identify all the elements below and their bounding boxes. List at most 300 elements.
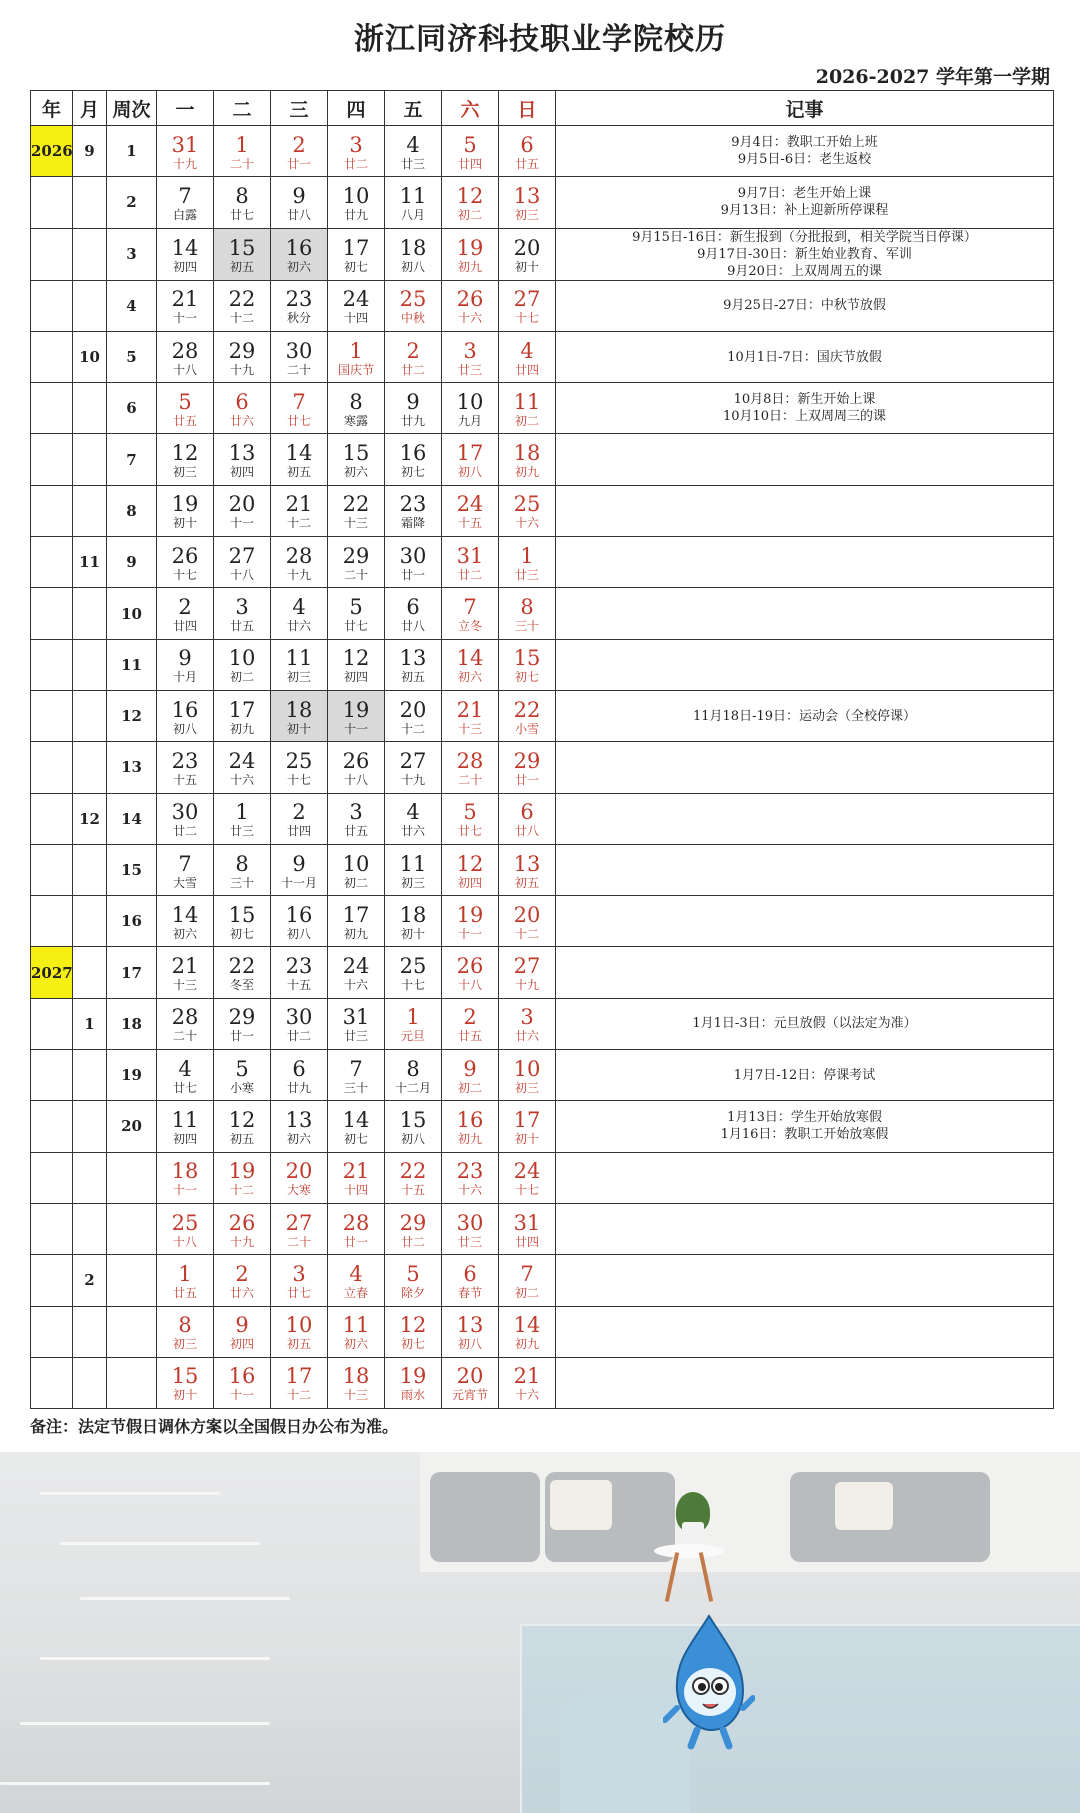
week-row: [31, 485, 1054, 536]
day-number: 27: [399, 748, 427, 773]
week-number-cell: [107, 1306, 157, 1357]
lunar-date: 初六: [343, 465, 368, 480]
day-cell: [214, 1152, 271, 1203]
day-cell: [499, 126, 556, 177]
week-row: [31, 228, 1054, 280]
day-number: 26: [342, 748, 370, 773]
year-cell: [31, 639, 73, 690]
notes-cell: [556, 588, 1054, 639]
lunar-date: 十七: [400, 978, 425, 993]
day-cell: [385, 331, 442, 382]
day-number: 3: [235, 595, 249, 620]
lunar-date: 廿二: [400, 1234, 425, 1249]
lunar-date: 初十: [514, 259, 539, 274]
month-cell: [73, 280, 107, 331]
day-number: 7: [349, 1056, 363, 1081]
lunar-date: 初十: [400, 926, 425, 941]
month-cell: [73, 1306, 107, 1357]
month-cell: [73, 844, 107, 895]
floor-line: [20, 1722, 270, 1725]
lunar-date: 廿三: [457, 1234, 482, 1249]
lunar-date: 立春: [343, 1285, 368, 1300]
floor-line: [80, 1597, 290, 1600]
day-cell: [328, 639, 385, 690]
floor-line: [0, 1782, 270, 1785]
day-cell: [271, 947, 328, 998]
lunar-date: 初四: [229, 465, 254, 480]
day-number: 20: [513, 902, 541, 927]
day-number: 4: [349, 1261, 363, 1286]
day-number: 11: [399, 851, 427, 876]
month-cell: [73, 1050, 107, 1101]
note-line: 9月15日-16日：新生报到（分批报到，相关学院当日停课）: [632, 229, 977, 245]
day-number: 9: [178, 646, 192, 671]
lunar-date: 大寒: [286, 1183, 311, 1198]
day-number: 1: [178, 1261, 192, 1286]
day-cell: [328, 844, 385, 895]
day-cell: [442, 331, 499, 382]
lunar-date: 初三: [172, 1337, 197, 1352]
lunar-date: 三十: [514, 619, 539, 634]
header-wed: 三: [271, 91, 328, 126]
lunar-date: 初三: [400, 875, 425, 890]
lunar-date: 初九: [514, 1337, 539, 1352]
day-number: 6: [406, 595, 420, 620]
day-cell: [271, 126, 328, 177]
week-number-cell: 6: [107, 383, 157, 434]
lunar-date: 廿六: [514, 1029, 539, 1044]
day-cell: [157, 485, 214, 536]
day-cell: [385, 1255, 442, 1306]
lunar-date: 初二: [229, 670, 254, 685]
day-cell: [271, 639, 328, 690]
day-number: 31: [513, 1210, 541, 1235]
lunar-date: 雨水: [400, 1388, 425, 1403]
day-number: 12: [456, 183, 484, 208]
lunar-date: 十月: [172, 670, 197, 685]
day-cell: [328, 126, 385, 177]
note-line: 9月4日：教职工开始上班: [731, 135, 878, 151]
day-cell: [442, 793, 499, 844]
day-cell: [385, 793, 442, 844]
day-number: 1: [235, 800, 249, 825]
day-cell: [328, 1203, 385, 1254]
day-cell: [214, 434, 271, 485]
day-number: 4: [178, 1056, 192, 1081]
note-line: 10月1日-7日：国庆节放假: [727, 349, 882, 365]
day-number: 7: [520, 1261, 534, 1286]
day-number: 2: [292, 132, 306, 157]
day-number: 29: [228, 1005, 256, 1030]
lunar-date: 廿六: [229, 413, 254, 428]
day-cell: [442, 947, 499, 998]
notes-cell: [556, 690, 1054, 741]
week-row: [31, 742, 1054, 793]
lunar-date: 廿六: [229, 1285, 254, 1300]
lunar-date: 十三: [343, 516, 368, 531]
day-number: 8: [406, 1056, 420, 1081]
day-cell: [442, 639, 499, 690]
day-cell: [271, 434, 328, 485]
day-number: 20: [285, 1159, 313, 1184]
day-cell: [214, 639, 271, 690]
lunar-date: 初六: [457, 670, 482, 685]
day-cell: [214, 280, 271, 331]
day-cell: [271, 1357, 328, 1408]
lunar-date: 初六: [286, 1131, 311, 1146]
month-cell: [73, 485, 107, 536]
day-cell: [271, 228, 328, 280]
day-number: 22: [513, 697, 541, 722]
day-cell: [157, 537, 214, 588]
day-number: 21: [171, 287, 199, 312]
day-number: 5: [178, 389, 192, 414]
lunar-date: 十三: [172, 978, 197, 993]
day-cell: [499, 742, 556, 793]
lunar-date: 国庆节: [337, 362, 374, 377]
lunar-date: 廿七: [229, 207, 254, 222]
notes-cell: [556, 383, 1054, 434]
lunar-date: 十一: [172, 1183, 197, 1198]
week-row: [31, 383, 1054, 434]
day-number: 23: [285, 287, 313, 312]
lunar-date: 初五: [514, 875, 539, 890]
month-cell: 10: [73, 331, 107, 382]
lunar-date: 初六: [172, 926, 197, 941]
lunar-date: 初五: [286, 1337, 311, 1352]
lunar-date: 初五: [229, 1131, 254, 1146]
day-number: 28: [456, 748, 484, 773]
month-cell: 9: [73, 126, 107, 177]
day-cell: [442, 1050, 499, 1101]
month-cell: [73, 896, 107, 947]
lunar-date: 初七: [514, 670, 539, 685]
day-number: 14: [171, 902, 199, 927]
lunar-date: 十六: [343, 978, 368, 993]
day-cell: [499, 1101, 556, 1152]
month-cell: [73, 1357, 107, 1408]
day-cell: [385, 228, 442, 280]
day-cell: [499, 228, 556, 280]
day-number: 14: [456, 646, 484, 671]
week-number-cell: 12: [107, 690, 157, 741]
day-cell: [328, 1101, 385, 1152]
year-cell: [31, 537, 73, 588]
lunar-date: 十二: [286, 516, 311, 531]
year-cell: 2027: [31, 947, 73, 998]
year-cell: [31, 1203, 73, 1254]
day-number: 5: [463, 800, 477, 825]
day-cell: [157, 588, 214, 639]
day-number: 18: [399, 235, 427, 260]
week-row: [31, 588, 1054, 639]
day-number: 4: [406, 132, 420, 157]
month-cell: [73, 690, 107, 741]
day-number: 10: [342, 851, 370, 876]
lunar-date: 九月: [457, 413, 482, 428]
day-cell: [442, 434, 499, 485]
day-number: 14: [285, 441, 313, 466]
day-cell: [157, 690, 214, 741]
day-number: 25: [171, 1210, 199, 1235]
day-cell: [157, 1050, 214, 1101]
day-number: 4: [292, 595, 306, 620]
lunar-date: 十九: [172, 156, 197, 171]
lunar-date: 寒露: [343, 413, 368, 428]
day-number: 29: [399, 1210, 427, 1235]
day-number: 27: [228, 543, 256, 568]
calendar-table: [30, 90, 1054, 1409]
lunar-date: 廿一: [514, 772, 539, 787]
lunar-date: 秋分: [286, 311, 311, 326]
day-number: 21: [513, 1364, 541, 1389]
lunar-date: 廿二: [400, 362, 425, 377]
day-number: 19: [456, 235, 484, 260]
lunar-date: 廿一: [343, 1234, 368, 1249]
day-cell: [385, 383, 442, 434]
notes-cell: [556, 947, 1054, 998]
lunar-date: 廿五: [457, 1029, 482, 1044]
day-cell: [499, 1255, 556, 1306]
day-cell: [442, 126, 499, 177]
year-cell: [31, 383, 73, 434]
day-cell: [271, 793, 328, 844]
lunar-date: 廿二: [172, 824, 197, 839]
lunar-date: 初十: [172, 516, 197, 531]
lunar-date: 初二: [514, 413, 539, 428]
day-cell: [385, 690, 442, 741]
day-number: 6: [292, 1056, 306, 1081]
note-line: 11月18日-19日：运动会（全校停课）: [692, 708, 917, 724]
day-cell: [499, 947, 556, 998]
day-number: 20: [456, 1364, 484, 1389]
week-row: [31, 1050, 1054, 1101]
notes-cell: [556, 1255, 1054, 1306]
day-number: 3: [349, 132, 363, 157]
day-number: 17: [456, 441, 484, 466]
notes-cell: [556, 639, 1054, 690]
day-number: 13: [228, 441, 256, 466]
day-number: 4: [406, 800, 420, 825]
lunar-date: 十八: [457, 978, 482, 993]
day-cell: [328, 793, 385, 844]
day-cell: [328, 331, 385, 382]
day-number: 12: [171, 441, 199, 466]
term-label: 2026-2027 学年第一学期: [815, 66, 1050, 88]
lunar-date: 廿三: [343, 1029, 368, 1044]
lunar-date: 初七: [229, 926, 254, 941]
day-number: 20: [513, 235, 541, 260]
day-cell: [385, 844, 442, 895]
day-cell: [271, 331, 328, 382]
note-line: 9月20日：上双周周五的课: [727, 263, 882, 279]
year-cell: [31, 1152, 73, 1203]
day-number: 13: [456, 1313, 484, 1338]
day-number: 21: [171, 954, 199, 979]
year-cell: [31, 1101, 73, 1152]
week-row: [31, 126, 1054, 177]
day-cell: [442, 1152, 499, 1203]
day-cell: [271, 1050, 328, 1101]
day-number: 24: [228, 748, 256, 773]
day-number: 17: [342, 902, 370, 927]
day-cell: [499, 639, 556, 690]
day-number: 19: [399, 1364, 427, 1389]
lunar-date: 廿七: [286, 413, 311, 428]
day-cell: [271, 537, 328, 588]
notes-cell: [556, 1357, 1054, 1408]
day-cell: [499, 331, 556, 382]
day-number: 14: [513, 1313, 541, 1338]
lunar-date: 初八: [457, 1337, 482, 1352]
lunar-date: 二十: [229, 156, 254, 171]
lunar-date: 十五: [457, 516, 482, 531]
week-row: [31, 947, 1054, 998]
day-cell: [214, 1101, 271, 1152]
day-number: 7: [292, 389, 306, 414]
month-cell: [73, 588, 107, 639]
day-cell: [271, 1306, 328, 1357]
floor-line: [60, 1542, 260, 1545]
day-cell: [157, 1306, 214, 1357]
lunar-date: 廿三: [514, 567, 539, 582]
day-cell: [214, 793, 271, 844]
day-number: 18: [513, 441, 541, 466]
day-cell: [157, 228, 214, 280]
day-cell: [385, 280, 442, 331]
day-number: 1: [349, 338, 363, 363]
lunar-date: 十七: [286, 772, 311, 787]
day-number: 22: [399, 1159, 427, 1184]
year-cell: [31, 1255, 73, 1306]
calendar-body: [31, 126, 1054, 1409]
day-cell: [328, 280, 385, 331]
day-number: 21: [342, 1159, 370, 1184]
lunar-date: 初三: [172, 465, 197, 480]
lunar-date: 初四: [457, 875, 482, 890]
day-cell: [442, 485, 499, 536]
day-cell: [328, 177, 385, 228]
day-number: 3: [349, 800, 363, 825]
day-cell: [271, 690, 328, 741]
lunar-date: 廿五: [514, 156, 539, 171]
day-number: 16: [285, 235, 313, 260]
day-number: 20: [228, 492, 256, 517]
header-year: 年: [31, 91, 73, 126]
lunar-date: 十九: [514, 978, 539, 993]
day-number: 17: [513, 1107, 541, 1132]
day-cell: [328, 1357, 385, 1408]
lunar-date: 廿九: [286, 1080, 311, 1095]
day-cell: [442, 844, 499, 895]
day-number: 17: [342, 235, 370, 260]
day-number: 22: [342, 492, 370, 517]
day-cell: [157, 126, 214, 177]
week-row: [31, 690, 1054, 741]
lunar-date: 八月: [400, 207, 425, 222]
lunar-date: 廿九: [343, 207, 368, 222]
lunar-date: 元旦: [400, 1029, 425, 1044]
day-cell: [157, 896, 214, 947]
day-cell: [499, 588, 556, 639]
week-number-cell: [107, 1152, 157, 1203]
lunar-date: 初三: [514, 207, 539, 222]
week-row: [31, 844, 1054, 895]
day-number: 6: [463, 1261, 477, 1286]
day-cell: [385, 998, 442, 1049]
week-row: [31, 639, 1054, 690]
day-number: 9: [463, 1056, 477, 1081]
lunar-date: 元宵节: [451, 1388, 488, 1403]
lunar-date: 十六: [229, 772, 254, 787]
notes-cell: [556, 1050, 1054, 1101]
note-line: 1月16日：教职工开始放寒假: [720, 1127, 889, 1143]
day-number: 24: [513, 1159, 541, 1184]
day-number: 10: [342, 183, 370, 208]
day-cell: [385, 1101, 442, 1152]
day-number: 25: [399, 954, 427, 979]
day-number: 9: [406, 389, 420, 414]
lunar-date: 廿二: [343, 156, 368, 171]
day-number: 15: [342, 441, 370, 466]
day-cell: [442, 1203, 499, 1254]
lunar-date: 初八: [172, 721, 197, 736]
day-number: 10: [285, 1313, 313, 1338]
day-cell: [157, 1203, 214, 1254]
day-number: 8: [349, 389, 363, 414]
day-cell: [214, 126, 271, 177]
day-number: 6: [235, 389, 249, 414]
lunar-date: 十七: [172, 567, 197, 582]
year-cell: 2026: [31, 126, 73, 177]
day-number: 13: [513, 183, 541, 208]
lunar-date: 初九: [229, 721, 254, 736]
header-sun: 日: [499, 91, 556, 126]
lunar-date: 十一: [229, 516, 254, 531]
day-cell: [385, 537, 442, 588]
day-cell: [328, 485, 385, 536]
lunar-date: 二十: [286, 362, 311, 377]
day-number: 30: [285, 1005, 313, 1030]
day-cell: [499, 690, 556, 741]
month-cell: [73, 434, 107, 485]
note-line: 9月13日：补上迎新所停课程: [720, 203, 889, 219]
note-line: 1月1日-3日：元旦放假（以法定为准）: [692, 1016, 917, 1032]
notes-cell: [556, 793, 1054, 844]
week-row: [31, 896, 1054, 947]
week-number-cell: 2: [107, 177, 157, 228]
day-number: 20: [399, 697, 427, 722]
day-cell: [442, 228, 499, 280]
year-cell: [31, 434, 73, 485]
week-number-cell: 10: [107, 588, 157, 639]
day-cell: [442, 537, 499, 588]
day-cell: [385, 742, 442, 793]
month-cell: 11: [73, 537, 107, 588]
day-cell: [328, 383, 385, 434]
day-cell: [271, 280, 328, 331]
day-number: 11: [285, 646, 313, 671]
day-cell: [214, 844, 271, 895]
day-number: 14: [342, 1107, 370, 1132]
lunar-date: 十五: [400, 1183, 425, 1198]
day-number: 21: [285, 492, 313, 517]
week-row: [31, 1101, 1054, 1152]
pillow: [835, 1482, 893, 1530]
day-cell: [442, 177, 499, 228]
lunar-date: 廿五: [343, 824, 368, 839]
week-row: [31, 1152, 1054, 1203]
